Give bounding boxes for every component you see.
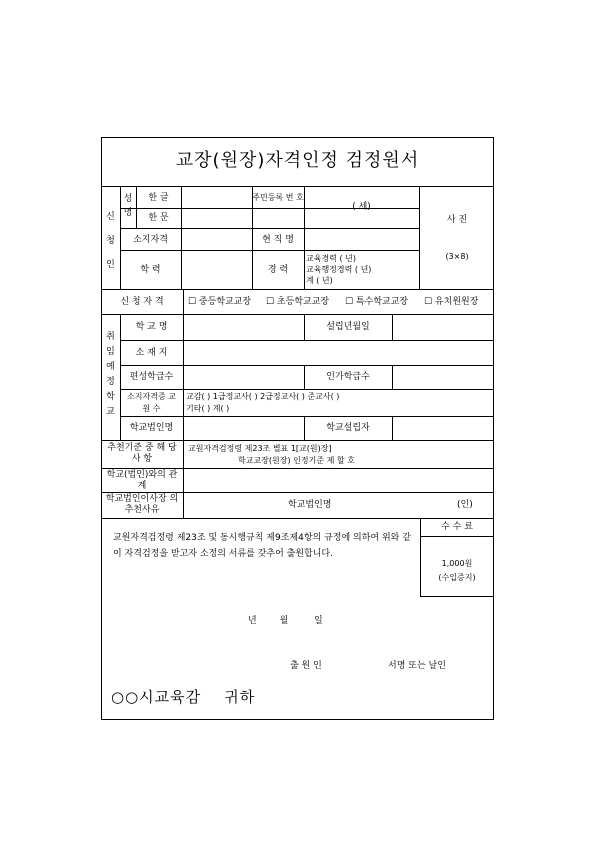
divider <box>101 186 494 187</box>
approved-class-count-label: 인가학급수 <box>326 372 370 382</box>
school-name-label: 학 교 명 <box>135 322 168 332</box>
fee-amount: 1,000원 <box>441 559 473 568</box>
resident-no-label: 주민등록 번 호 <box>252 193 304 202</box>
school-corp-label: 학교법인명 <box>129 423 174 433</box>
career-line-admin: 교육행정경력 ( 년) <box>306 265 372 274</box>
hangul-label: 한 글 <box>148 193 169 203</box>
divider <box>101 440 494 441</box>
divider <box>101 314 494 315</box>
name-label: 성 명 <box>123 194 133 218</box>
hanja-label: 한 문 <box>148 213 169 223</box>
qualification-label: 소지자격 <box>133 235 168 245</box>
option-middle-school[interactable]: ☐ 중등학교교장 <box>188 297 252 307</box>
divider <box>101 492 494 493</box>
school-address-label: 소 재 지 <box>135 348 168 358</box>
divider <box>183 289 184 314</box>
divider <box>120 365 494 366</box>
career-label: 경 력 <box>267 265 289 275</box>
option-elementary-school[interactable]: ☐ 초등학교교장 <box>266 297 330 307</box>
divider <box>120 389 494 390</box>
criteria-label: 추천기준 중 해 당 사 항 <box>107 443 177 464</box>
relation-label: 학교(법인)와의 관 계 <box>106 470 178 491</box>
signature-note: 서명 또는 날인 <box>388 661 446 671</box>
education-label: 학 력 <box>140 265 161 275</box>
divider <box>101 289 494 290</box>
divider <box>392 314 393 340</box>
divider <box>120 340 494 341</box>
divider <box>419 186 420 289</box>
divider <box>420 536 494 537</box>
staff-count-line1: 교감( ) 1급정교사( ) 2급정교사( ) 준교사( ) <box>186 392 340 401</box>
divider <box>101 518 494 519</box>
current-position-label: 현 직 명 <box>262 235 294 245</box>
staff-count-line2: 기타( ) 계( ) <box>186 404 230 413</box>
divider <box>120 228 419 229</box>
career-line-teaching: 교육경력 ( 년) <box>306 254 356 263</box>
divider <box>120 416 494 417</box>
revenue-stamp-label: (수입증지) <box>438 573 476 582</box>
recommendation-corp-name-label: 학교법인명 <box>288 500 332 510</box>
form-title: 교장(원장)자격인정 검정원서 <box>175 150 420 171</box>
school-founder-label: 학교설립자 <box>326 423 370 433</box>
application-type-label: 신 청 자 격 <box>120 297 164 307</box>
option-special-school[interactable]: ☐ 특수학교교장 <box>345 297 409 307</box>
age-field[interactable]: ( 세) <box>352 202 371 212</box>
applicant-sign-label: 출 원 인 <box>290 661 322 671</box>
addressee: ○○시교육감 귀하 <box>111 688 256 706</box>
divider <box>120 250 419 251</box>
recommendation-label: 학교법인이사장 의 추천사유 <box>105 494 179 515</box>
statement-text: 교원자격검정령 제23조 및 동시행규칙 제9조제4항의 규정에 의하여 위와 같이 자격검정을 받고자 소정의 서류를 갖추어 출원합니다. <box>113 533 411 559</box>
divider <box>181 186 182 289</box>
applicant-group-label: 신 청 인 <box>106 212 115 270</box>
divider <box>183 314 184 518</box>
divider <box>101 468 494 469</box>
criteria-line1: 교원자격검정령 제23조 별표 1[교(원)장] <box>188 444 332 453</box>
career-line-total: 계 ( 년) <box>306 276 333 285</box>
divider <box>420 596 494 597</box>
founded-date-label: 설립년월일 <box>326 322 370 332</box>
photo-size: (3×8) <box>445 252 469 261</box>
seal-mark: (인) <box>457 500 473 510</box>
fee-label: 수 수 료 <box>441 522 473 532</box>
school-group-label: 취임예정학교 <box>106 332 115 417</box>
staff-count-label: 소지자격증 교 원 수 <box>127 392 176 413</box>
photo-label: 사 진 <box>446 215 468 225</box>
criteria-line2: 학교교장(원장) 인정기준 제 할 호 <box>238 456 355 465</box>
divider <box>392 416 393 440</box>
date-line: 년 월 일 <box>248 616 323 626</box>
class-count-label: 편성학급수 <box>129 372 174 382</box>
option-kindergarten[interactable]: ☐ 유치원원장 <box>424 297 479 307</box>
divider <box>392 365 393 389</box>
